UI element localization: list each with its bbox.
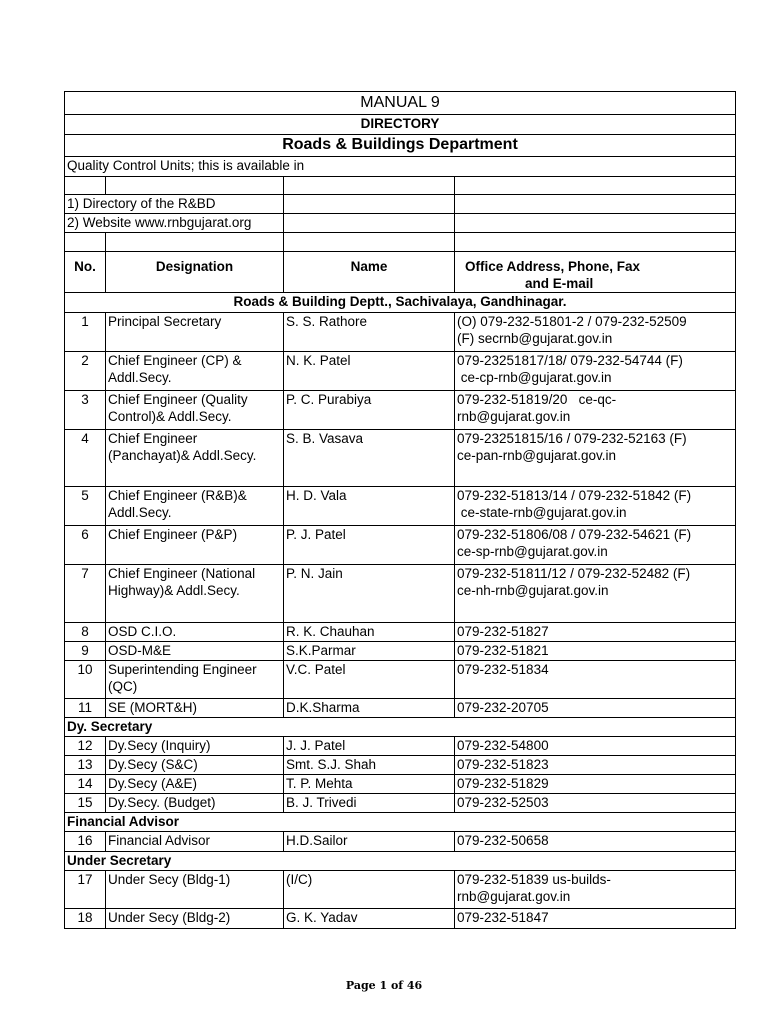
- office-line: (O) 079-232-51801-2 / 079-232-52509: [457, 314, 687, 329]
- row-name: J. J. Patel: [284, 737, 455, 756]
- section-sachivalaya: Roads & Building Deptt., Sachivalaya, Gandhinagar.: [65, 293, 736, 313]
- row-designation: Superintending Engineer (QC): [106, 661, 284, 699]
- row-name: (I/C): [284, 871, 455, 909]
- row-office-contact: [455, 871, 736, 909]
- col-header-designation: Designation: [106, 252, 284, 293]
- office-line: rnb@gujarat.gov.in: [457, 889, 571, 904]
- row-office-contact: [455, 756, 736, 775]
- row-office-contact: [455, 430, 736, 487]
- row-number: 8: [65, 623, 106, 642]
- table-row: [65, 313, 736, 352]
- row-number: 11: [65, 699, 106, 718]
- office-line: 079-232-51821: [457, 643, 549, 658]
- row-office-contact: [455, 565, 736, 623]
- row-name: P. J. Patel: [284, 526, 455, 565]
- table-row: [65, 526, 736, 565]
- office-line: (F) secrnb@gujarat.gov.in: [457, 331, 613, 346]
- row-office-contact: [455, 909, 736, 929]
- row-number: 15: [65, 794, 106, 813]
- directory-heading: DIRECTORY: [65, 115, 736, 135]
- office-line: 079-232-52503: [457, 795, 549, 810]
- row-number: 16: [65, 832, 106, 852]
- table-row: [65, 487, 736, 526]
- row-designation: Chief Engineer (R&B)& Addl.Secy.: [106, 487, 284, 526]
- col-header-office: [455, 252, 736, 293]
- blank-cell: [65, 233, 106, 252]
- row-office-contact: [455, 775, 736, 794]
- row-name: S. B. Vasava: [284, 430, 455, 487]
- row-designation: Chief Engineer (National Highway)& Addl.Secy.: [106, 565, 284, 623]
- office-line: 079-23251815/16 / 079-232-52163 (F): [457, 431, 687, 446]
- row-number: 18: [65, 909, 106, 929]
- row-designation: Chief Engineer (P&P): [106, 526, 284, 565]
- row-office-contact: [455, 699, 736, 718]
- row-name: D.K.Sharma: [284, 699, 455, 718]
- office-line: rnb@gujarat.gov.in: [457, 409, 571, 424]
- office-line: 079-232-50658: [457, 833, 549, 848]
- source-directory: 1) Directory of the R&BD: [65, 195, 284, 214]
- section-under-secretary: Under Secretary: [65, 852, 736, 871]
- row-office-contact: [455, 313, 736, 352]
- office-line: 079-232-51834: [457, 662, 549, 677]
- table-row: [65, 430, 736, 487]
- row-number: 5: [65, 487, 106, 526]
- row-office-contact: [455, 737, 736, 756]
- row-name: H. D. Vala: [284, 487, 455, 526]
- row-name: H.D.Sailor: [284, 832, 455, 852]
- row-number: 14: [65, 775, 106, 794]
- office-line: 079-232-51806/08 / 079-232-54621 (F): [457, 527, 692, 542]
- row-name: G. K. Yadav: [284, 909, 455, 929]
- row-designation: Dy.Secy (Inquiry): [106, 737, 284, 756]
- table-row: [65, 699, 736, 718]
- row-number: 3: [65, 391, 106, 430]
- section-dy-secretary: Dy. Secretary: [65, 718, 736, 737]
- office-line: 079-232-51847: [457, 910, 549, 925]
- col-header-name: Name: [284, 252, 455, 293]
- office-line: 079-232-54800: [457, 738, 549, 753]
- row-office-contact: [455, 526, 736, 565]
- row-designation: Dy.Secy (A&E): [106, 775, 284, 794]
- row-number: 17: [65, 871, 106, 909]
- col-header-office-line2: and E-mail: [525, 276, 594, 291]
- col-header-no: No.: [65, 252, 106, 293]
- row-office-contact: [455, 794, 736, 813]
- row-designation: Chief Engineer (CP) & Addl.Secy.: [106, 352, 284, 391]
- table-row: [65, 871, 736, 909]
- row-name: V.C. Patel: [284, 661, 455, 699]
- row-number: 9: [65, 642, 106, 661]
- page-footer: Page 1 of 46: [345, 979, 423, 992]
- row-office-contact: [455, 623, 736, 642]
- row-number: 13: [65, 756, 106, 775]
- department-heading: Roads & Buildings Department: [65, 135, 736, 157]
- table-row: [65, 352, 736, 391]
- row-designation: SE (MORT&H): [106, 699, 284, 718]
- intro-text: Quality Control Units; this is available in: [65, 157, 736, 177]
- blank-cell: [455, 214, 736, 233]
- row-office-contact: [455, 661, 736, 699]
- office-line: 079-232-51813/14 / 079-232-51842 (F): [457, 488, 692, 503]
- row-designation: OSD-M&E: [106, 642, 284, 661]
- row-name: P. N. Jain: [284, 565, 455, 623]
- row-name: B. J. Trivedi: [284, 794, 455, 813]
- row-name: P. C. Purabiya: [284, 391, 455, 430]
- row-designation: Chief Engineer (Panchayat)& Addl.Secy.: [106, 430, 284, 487]
- table-row: [65, 661, 736, 699]
- blank-cell: [455, 195, 736, 214]
- office-line: 079-232-51811/12 / 079-232-52482 (F): [457, 566, 691, 581]
- table-row: [65, 794, 736, 813]
- row-designation: Chief Engineer (Quality Control)& Addl.Secy.: [106, 391, 284, 430]
- row-number: 6: [65, 526, 106, 565]
- row-designation: Under Secy (Bldg-2): [106, 909, 284, 929]
- table-row: [65, 642, 736, 661]
- row-office-contact: [455, 352, 736, 391]
- source-website: 2) Website www.rnbgujarat.org: [65, 214, 284, 233]
- blank-cell: [65, 177, 106, 195]
- table-row: [65, 832, 736, 852]
- office-line: 079-232-51839 us-builds-: [457, 872, 611, 887]
- row-designation: Dy.Secy (S&C): [106, 756, 284, 775]
- office-line: 079-232-20705: [457, 700, 549, 715]
- row-office-contact: [455, 832, 736, 852]
- table-row: [65, 775, 736, 794]
- col-header-office-line1: Office Address, Phone, Fax: [465, 259, 641, 274]
- table-row: [65, 909, 736, 929]
- row-designation: OSD C.I.O.: [106, 623, 284, 642]
- row-number: 1: [65, 313, 106, 352]
- office-line: ce-sp-rnb@gujarat.gov.in: [457, 544, 608, 559]
- row-number: 12: [65, 737, 106, 756]
- row-number: 7: [65, 565, 106, 623]
- table-row: [65, 737, 736, 756]
- row-office-contact: [455, 642, 736, 661]
- blank-cell: [284, 233, 455, 252]
- blank-cell: [106, 233, 284, 252]
- office-line: 079-232-51827: [457, 624, 549, 639]
- row-designation: Financial Advisor: [106, 832, 284, 852]
- row-office-contact: [455, 487, 736, 526]
- blank-cell: [455, 177, 736, 195]
- office-line: ce-cp-rnb@gujarat.gov.in: [457, 370, 612, 385]
- office-line: 079-232-51819/20 ce-qc-: [457, 392, 617, 407]
- row-designation: Under Secy (Bldg-1): [106, 871, 284, 909]
- blank-cell: [106, 177, 284, 195]
- section-financial-advisor: Financial Advisor: [65, 813, 736, 832]
- row-number: 4: [65, 430, 106, 487]
- row-name: R. K. Chauhan: [284, 623, 455, 642]
- row-designation: Dy.Secy. (Budget): [106, 794, 284, 813]
- office-line: ce-nh-rnb@gujarat.gov.in: [457, 583, 609, 598]
- row-office-contact: [455, 391, 736, 430]
- row-name: T. P. Mehta: [284, 775, 455, 794]
- row-name: S.K.Parmar: [284, 642, 455, 661]
- row-name: N. K. Patel: [284, 352, 455, 391]
- manual-title: MANUAL 9: [65, 92, 736, 115]
- blank-cell: [284, 214, 455, 233]
- row-number: 2: [65, 352, 106, 391]
- office-line: 079-232-51823: [457, 757, 549, 772]
- row-designation: Principal Secretary: [106, 313, 284, 352]
- office-line: 079-23251817/18/ 079-232-54744 (F): [457, 353, 683, 368]
- row-name: S. S. Rathore: [284, 313, 455, 352]
- directory-table: [64, 91, 736, 929]
- blank-cell: [284, 177, 455, 195]
- row-name: Smt. S.J. Shah: [284, 756, 455, 775]
- office-line: ce-state-rnb@gujarat.gov.in: [457, 505, 627, 520]
- blank-cell: [284, 195, 455, 214]
- table-row: [65, 391, 736, 430]
- row-number: 10: [65, 661, 106, 699]
- table-row: [65, 623, 736, 642]
- office-line: 079-232-51829: [457, 776, 549, 791]
- table-row: [65, 565, 736, 623]
- blank-cell: [455, 233, 736, 252]
- office-line: ce-pan-rnb@gujarat.gov.in: [457, 448, 617, 463]
- table-row: [65, 756, 736, 775]
